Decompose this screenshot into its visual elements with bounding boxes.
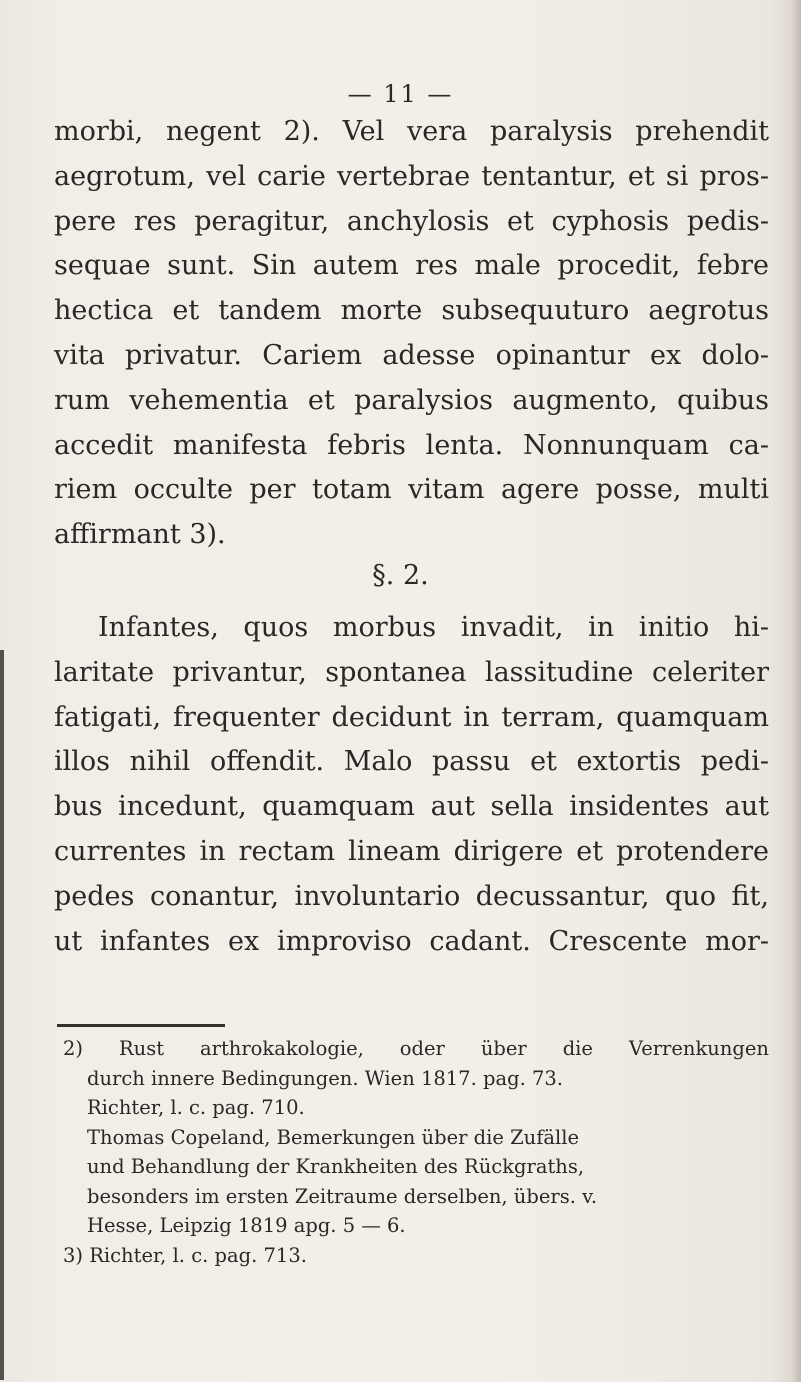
section-heading: §. 2. <box>372 560 429 591</box>
text-line: fatigati, frequenter decidunt in terram, quamquam <box>54 701 769 733</box>
text-line: affirmant 3). <box>54 519 226 551</box>
text-line: riem occulte per totam vitam agere posse, multi <box>54 474 769 506</box>
footnote-line: Richter, l. c. pag. 710. <box>87 1096 305 1119</box>
text-line: Infantes, quos morbus invadit, in initio hi- <box>98 612 769 643</box>
paragraph-1 <box>54 110 769 558</box>
text-line: pere res peragitur, anchylosis et cyphosis pedis- <box>54 205 769 237</box>
text-line: vita privatur. Cariem adesse opinantur ex dolo- <box>54 339 769 371</box>
footnote-line: Hesse, Leipzig 1819 apg. 5 — 6. <box>87 1214 406 1237</box>
footnote-line: durch innere Bedingungen. Wien 1817. pag. 73. <box>87 1066 563 1090</box>
footnote-rule <box>57 1024 225 1027</box>
text-line: morbi, negent 2). Vel vera paralysis prehendit <box>54 116 769 147</box>
text-line: sequae sunt. Sin autem res male procedit, febre <box>54 250 769 282</box>
text-line: pedes conantur, involuntario decussantur, quo fit, <box>54 880 769 912</box>
page-number-header: — 11 — <box>347 80 454 108</box>
text-line: ut infantes ex improviso cadant. Crescente mor- <box>54 925 769 957</box>
text-line: hectica et tandem morte subsequuturo aegrotus <box>54 295 769 327</box>
footnote-line: Thomas Copeland, Bemerkungen über die Zufälle <box>87 1125 580 1149</box>
text-line: bus incedunt, quamquam aut sella insidentes aut <box>54 791 769 823</box>
text-line: rum vehementia et paralysios augmento, quibus <box>54 384 769 416</box>
text-line: illos nihil offendit. Malo passu et extortis pedi- <box>54 746 769 778</box>
footnote-line: 3) Richter, l. c. pag. 713. <box>63 1243 307 1267</box>
footnote-line: besonders im ersten Zeitraume derselben, übers. v. <box>87 1184 598 1208</box>
footnotes <box>63 1034 769 1270</box>
text-line: aegrotum, vel carie vertebrae tentantur, et si pros- <box>54 160 769 192</box>
text-line: currentes in rectam lineam dirigere et protendere <box>54 835 769 867</box>
page-binding-edge <box>0 650 4 1380</box>
text-line: accedit manifesta febris lenta. Nonnunquam ca- <box>54 429 769 461</box>
paragraph-2 <box>54 606 769 964</box>
footnote-line: 2) Rust arthrokakologie, oder über die Verrenkungen <box>63 1037 769 1060</box>
footnote-line: und Behandlung der Krankheiten des Rückgraths, <box>87 1155 585 1178</box>
text-line: laritate privantur, spontanea lassitudine celeriter <box>54 656 769 688</box>
page-edge-shadow <box>791 0 801 1382</box>
